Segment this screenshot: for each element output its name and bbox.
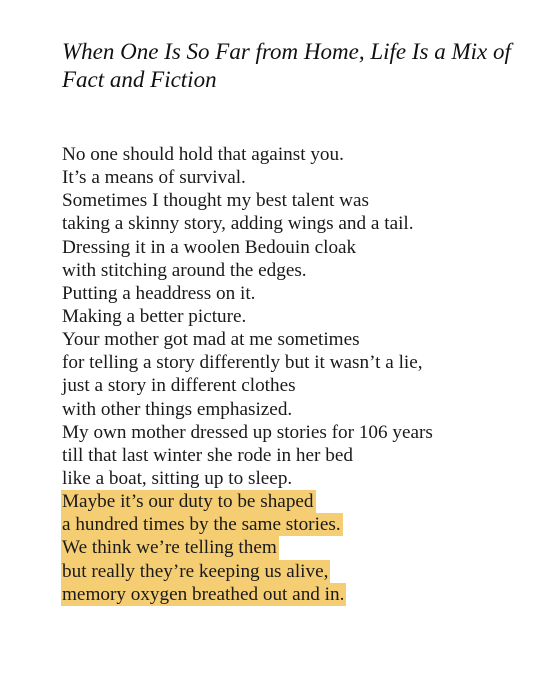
- poem-line-text: with other things emphasized.: [62, 398, 293, 420]
- poem-line-text: a hundred times by the same stories.: [62, 514, 341, 536]
- poem-line-text: like a boat, sitting up to sleep.: [62, 467, 293, 489]
- poem-line-text: Maybe it’s our duty to be shaped: [62, 491, 314, 513]
- poem-title: When One Is So Far from Home, Life Is a Mix of Fact and Fiction: [62, 39, 511, 92]
- poem-line: [62, 421, 522, 444]
- poem-line-text: It’s a means of survival.: [62, 167, 246, 189]
- poem-line: [62, 305, 522, 328]
- poem-line: [62, 259, 522, 282]
- poem-line-highlighted: [62, 490, 522, 513]
- poem-line-text: taking a skinny story, adding wings and a tail.: [62, 213, 414, 235]
- poem-line: [62, 351, 522, 374]
- poem-line-text: just a story in different clothes: [62, 375, 296, 397]
- poem-line: [62, 143, 522, 166]
- poem-line-text: Sometimes I thought my best talent was: [62, 190, 369, 212]
- poem-line-text: memory oxygen breathed out and in.: [62, 583, 345, 605]
- poem-line-text: but really they’re keeping us alive,: [62, 560, 329, 582]
- poem-line: [62, 212, 522, 235]
- poem-line-text: Putting a headdress on it.: [62, 282, 256, 304]
- poem-line: [62, 166, 522, 189]
- poem-line-text: for telling a story differently but it wasn’t a lie,: [62, 352, 423, 374]
- poem-line: [62, 328, 522, 351]
- poem-line-highlighted: [62, 513, 522, 536]
- poem-line: [62, 398, 522, 421]
- poem-line-text: Your mother got mad at me sometimes: [62, 329, 360, 351]
- poem-line-text: Dressing it in a woolen Bedouin cloak: [62, 236, 357, 258]
- poem-body: [62, 143, 522, 606]
- poem-line-text: till that last winter she rode in her bed: [62, 444, 353, 466]
- poem-line: [62, 444, 522, 467]
- poem-line-text: My own mother dressed up stories for 106 years: [62, 421, 433, 443]
- poem-line: [62, 374, 522, 397]
- poem-line: [62, 282, 522, 305]
- poem-line-text: We think we’re telling them: [62, 537, 277, 559]
- poem-line-text: No one should hold that against you.: [62, 144, 344, 165]
- poem-line: [62, 236, 522, 259]
- poem-line-highlighted: [62, 583, 522, 606]
- poem-line-text: with stitching around the edges.: [62, 259, 307, 281]
- poem-line: [62, 467, 522, 490]
- poem-line-highlighted: [62, 536, 522, 559]
- poem-line: [62, 189, 522, 212]
- poem-line-text: Making a better picture.: [62, 305, 247, 327]
- poem-line-highlighted: [62, 560, 522, 583]
